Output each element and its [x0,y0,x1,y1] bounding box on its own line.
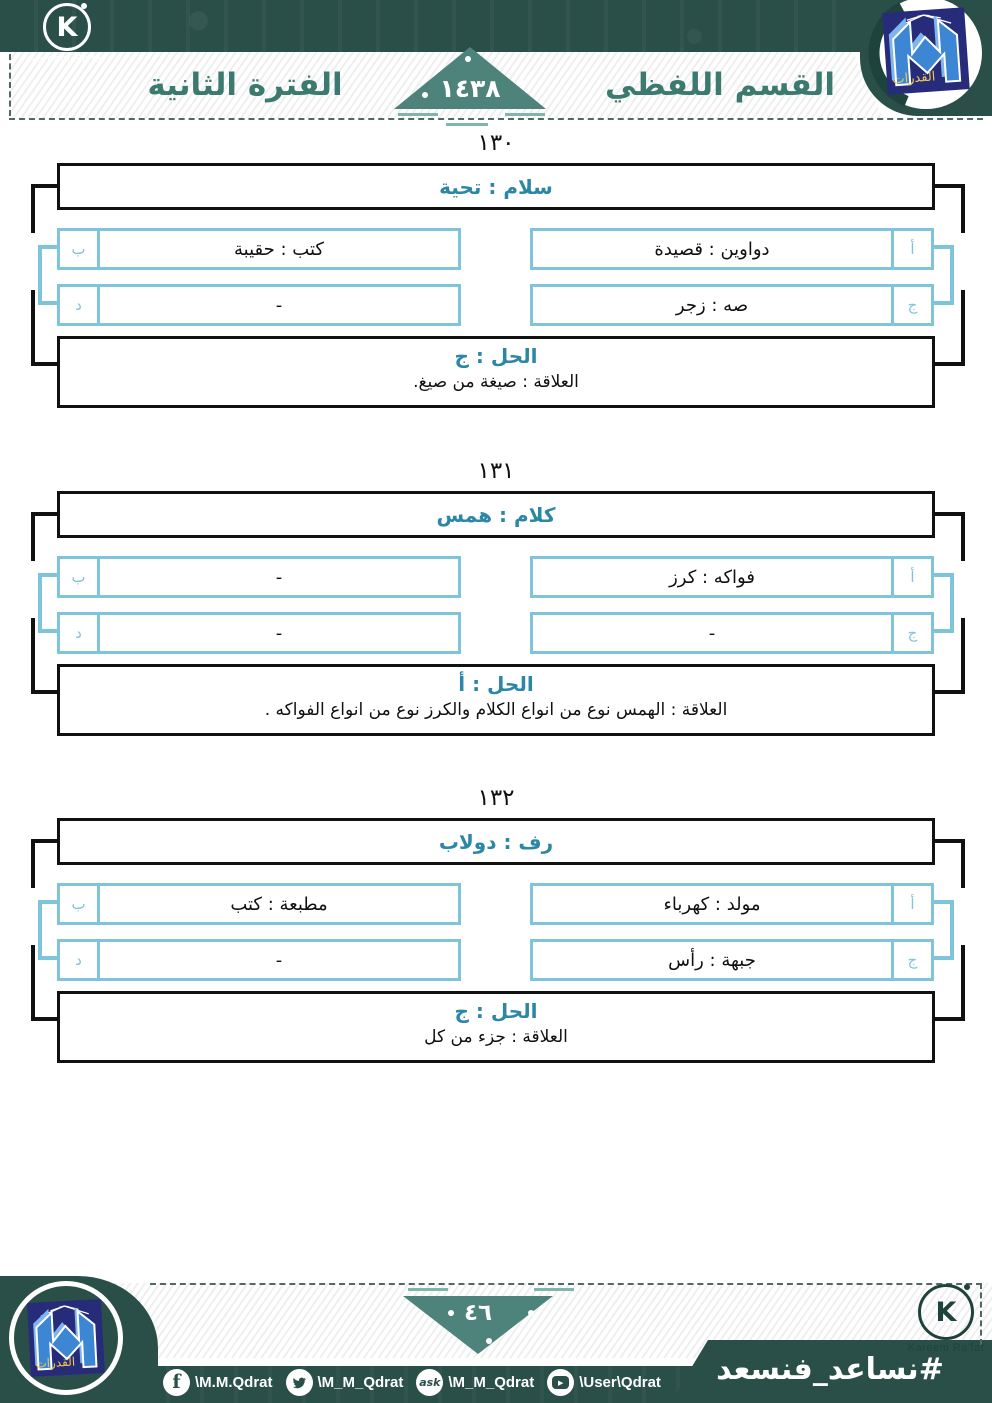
header-dashed-border-left [9,54,11,116]
options-bracket-left [38,573,58,633]
social-facebook[interactable] [163,1369,273,1396]
section-title: القسم اللفظي [604,67,836,103]
answer-relation: العلاقة : جزء من كل [424,1027,568,1047]
header-dashed-border-bottom [9,118,983,120]
k-monogram-icon: K [43,3,91,51]
option-text: مولد : كهرباء [663,893,761,915]
option-d [57,612,461,654]
triangle-underline-center [446,123,488,126]
answer-label: الحل : ج [454,999,538,1023]
option-text: - [708,622,716,644]
option-j [530,939,934,981]
question-title-box [57,491,935,538]
bracket [935,512,965,561]
option-letter: أ [891,559,931,595]
qudrat-logo-caption: القدرات [891,69,936,88]
question-title-box [57,818,935,865]
option-text: كتب : حقيبة [234,238,324,260]
answer-box [57,664,935,736]
triangle-topline [408,1288,448,1291]
option-b [57,883,461,925]
brand-logo-bottom [906,1284,986,1354]
answer-label: الحل : أ [458,672,534,696]
question-number: ١٣١ [477,458,515,484]
triangle-dot [518,79,524,85]
bracket [935,184,965,233]
year-badge: ١٤٣٨ [439,74,501,103]
youtube-handle: \User\Qdrat [579,1374,661,1391]
twitter-handle: \M_M_Qdrat [317,1374,404,1391]
options-bracket-right [934,900,954,960]
options-bracket-right [934,245,954,305]
twitter-icon [286,1369,313,1396]
header-bar [0,0,992,52]
option-d [57,939,461,981]
triangle-underline [398,113,438,116]
answer-label: الحل : ج [454,344,538,368]
option-letter: ب [60,886,100,922]
social-youtube[interactable] [547,1369,661,1396]
option-letter: أ [891,231,931,267]
option-letter: أ [891,886,931,922]
option-b [57,228,461,270]
option-text: جبهة : رأس [668,949,756,971]
answer-relation: العلاقة : الهمس نوع من انواع الكلام والكرز نوع من انواع الفواكه . [264,700,728,720]
option-letter: ب [60,231,100,267]
qudrat-logo [860,0,992,118]
option-text: صه : زجر [675,294,749,316]
option-letter: د [60,615,100,651]
question-number: ١٣٠ [477,130,515,156]
answer-box [57,991,935,1063]
option-text: مطبعة : كتب [230,893,328,915]
campaign-hashtag[interactable]: #نساعد_فنسعد [716,1352,944,1387]
triangle-dot [528,1310,534,1316]
option-j [530,284,934,326]
option-letter: د [60,287,100,323]
question-title: سلام : تحية [439,174,553,199]
option-a [530,556,934,598]
askfm-icon: ask [416,1369,443,1396]
question-title: كلام : همس [436,502,556,527]
option-d [57,284,461,326]
option-text: دواوين : قصيدة [654,238,770,260]
option-text: - [275,949,283,971]
option-text: فواكه : كرز [669,566,755,588]
triangle-dot [448,1310,454,1316]
question-block [0,785,992,1067]
option-letter: د [60,942,100,978]
options-bracket-left [38,245,58,305]
bracket [935,839,965,888]
page-number: ٤٦ [463,1300,493,1326]
option-a [530,883,934,925]
options-bracket-right [934,573,954,633]
triangle-dot [486,1338,492,1344]
option-text: - [275,622,283,644]
option-j [530,612,934,654]
k-monogram-icon: K [918,1284,974,1340]
question-title-box [57,163,935,210]
question-number: ١٣٢ [477,785,515,811]
option-text: - [275,566,283,588]
answer-relation: العلاقة : صيغة من صيغ. [413,372,579,392]
option-letter: ج [891,942,931,978]
option-letter: ج [891,287,931,323]
option-text: - [275,294,283,316]
qudrat-logo-caption: القدرات [34,1354,76,1371]
options-bracket-left [38,900,58,960]
option-b [57,556,461,598]
triangle-topline [534,1288,574,1291]
triangle-dot [422,92,428,98]
option-letter: ج [891,615,931,651]
option-a [530,228,934,270]
footer-dashed-border-top [150,1283,982,1285]
triangle-dot [465,56,471,62]
question-block [0,458,992,740]
answer-box [57,336,935,408]
period-title: الفترة الثانية [147,67,343,103]
triangle-underline [505,113,545,116]
social-askfm[interactable] [416,1369,534,1396]
qudrat-logo-footer [9,1281,123,1395]
youtube-icon: ▶ [547,1369,574,1396]
social-twitter[interactable] [286,1369,404,1396]
askfm-handle: \M_M_Qdrat [448,1374,535,1391]
facebook-icon: f [163,1369,190,1396]
facebook-handle: \M.M.Qdrat [195,1374,273,1391]
brand-logo-top [12,3,122,65]
question-title: رف : دولاب [438,829,554,854]
social-links [163,1369,661,1396]
brand-name: Kareem Ra'fat [28,53,106,65]
brand-name: Kareem Ra'fat [907,1342,985,1354]
option-letter: ب [60,559,100,595]
question-block [0,130,992,412]
